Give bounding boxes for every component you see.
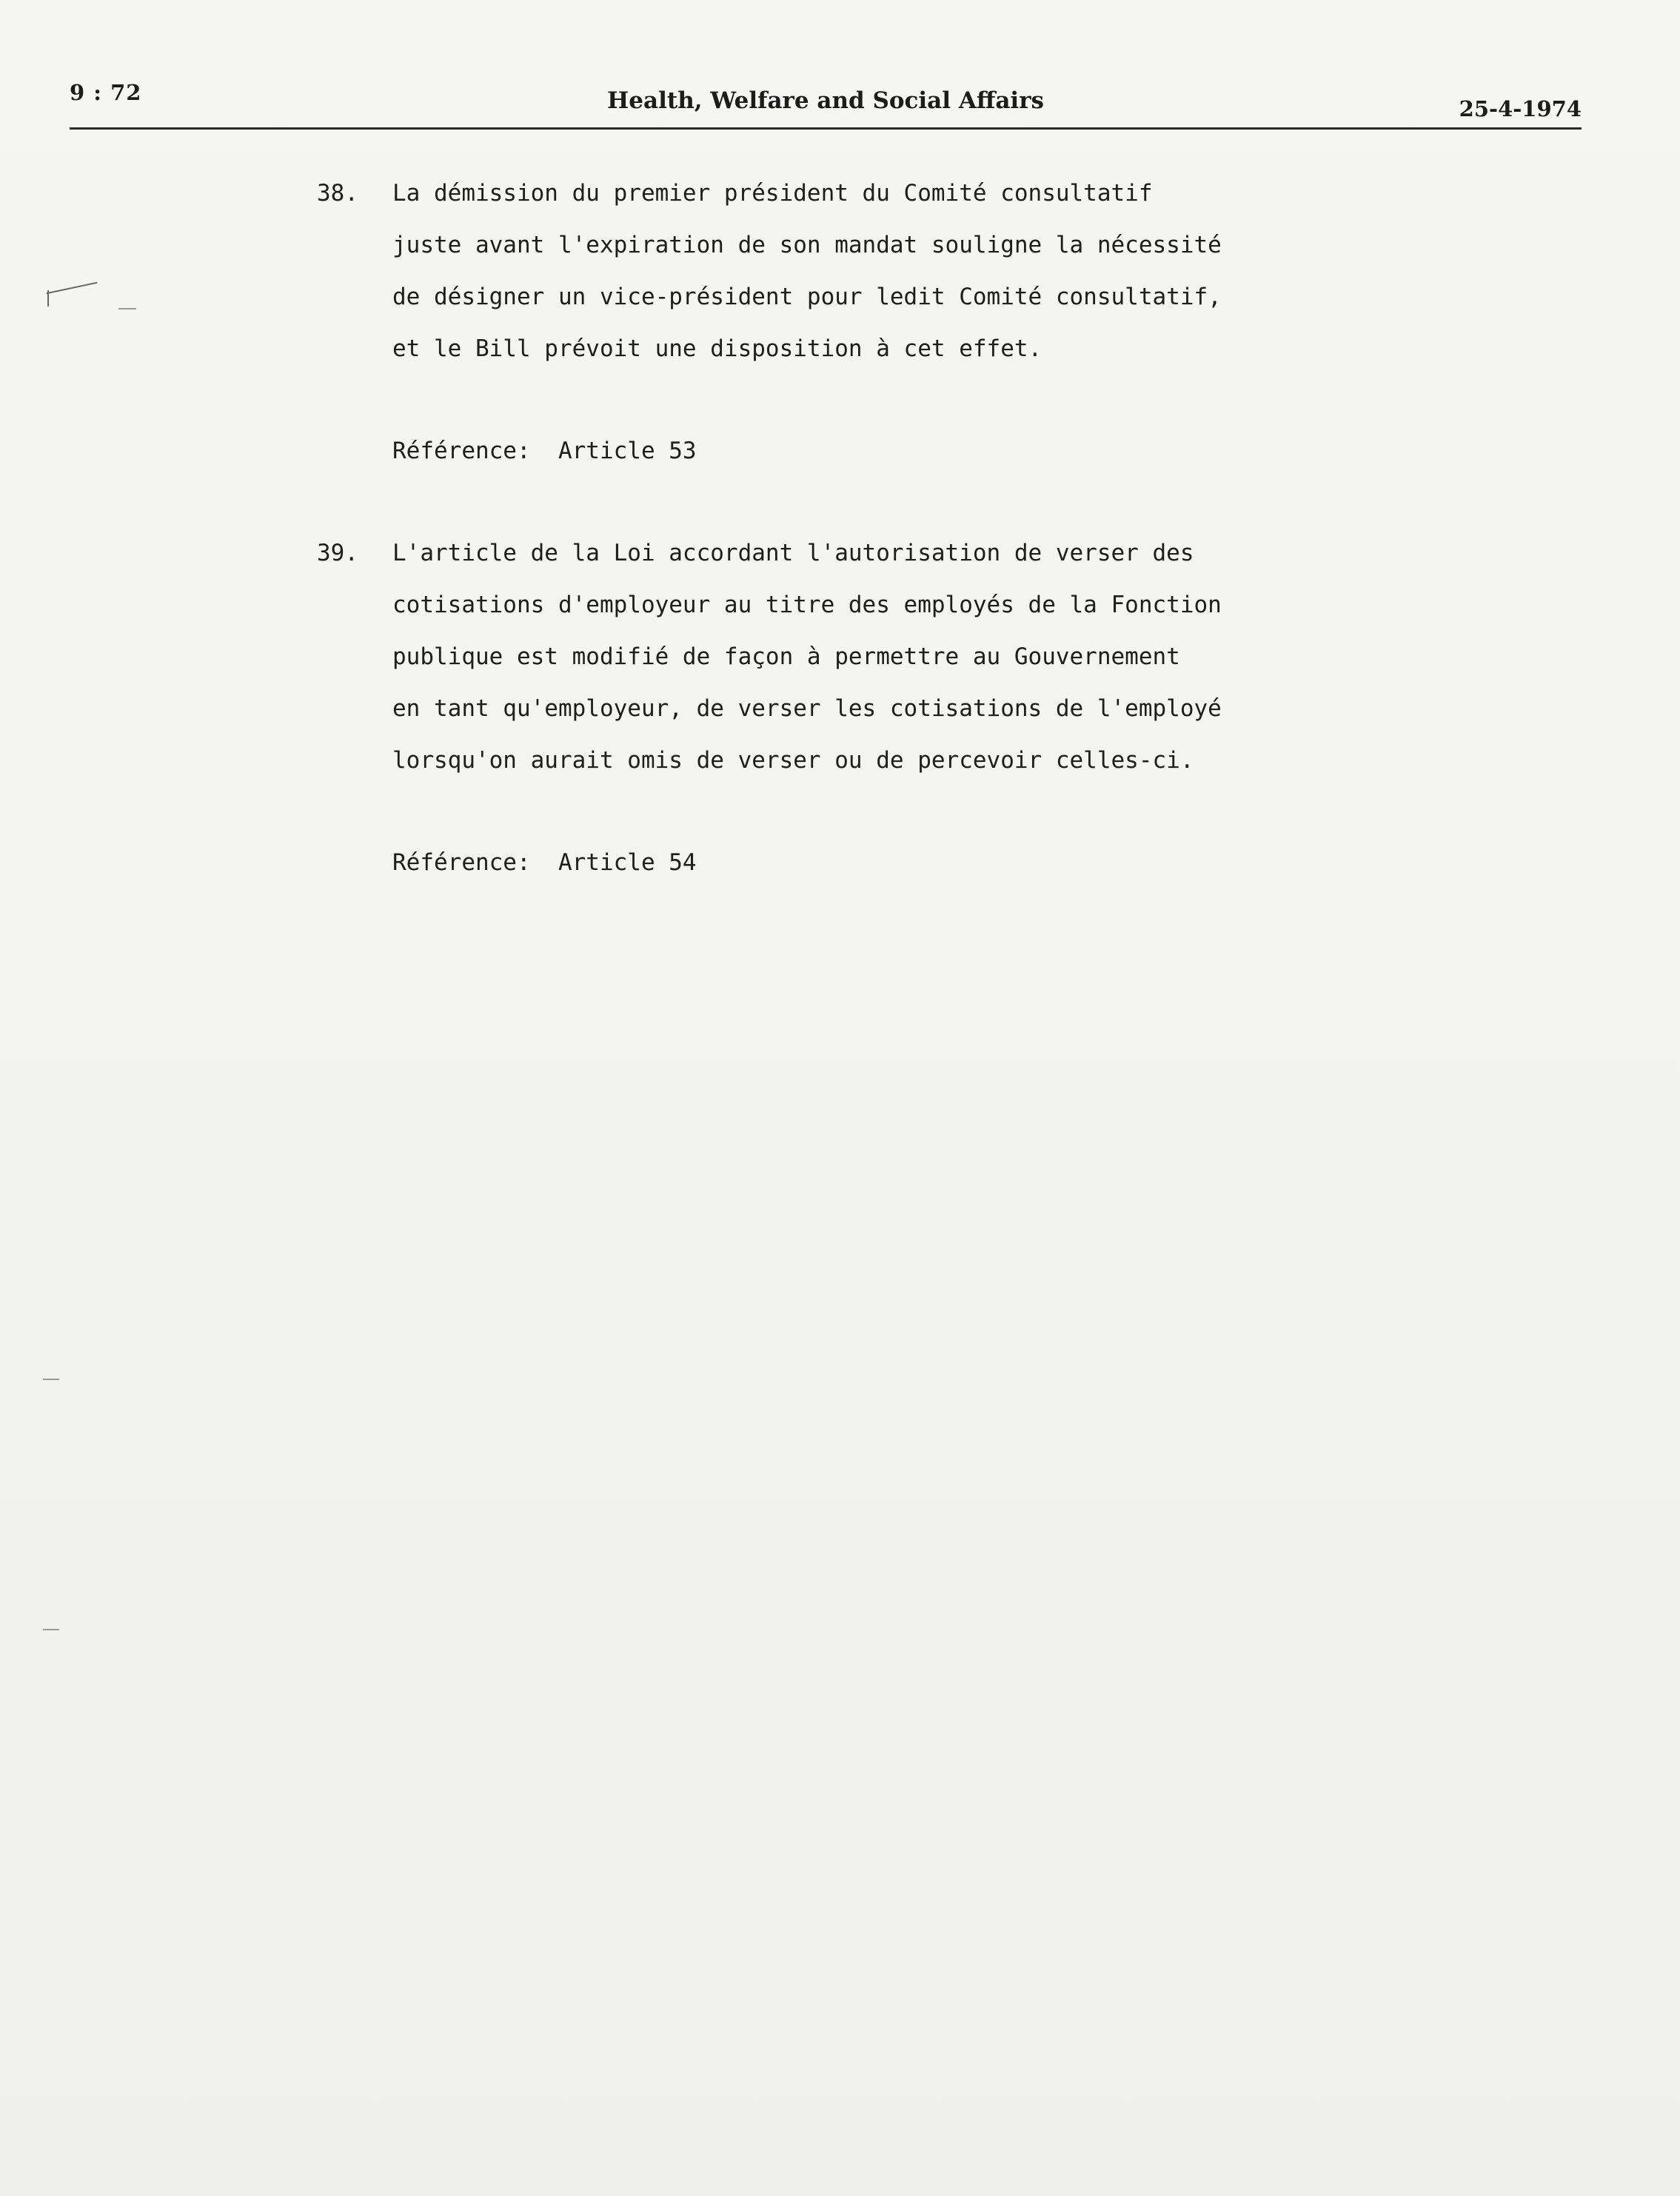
scan-mark — [118, 308, 136, 309]
paragraph-38 — [317, 167, 1353, 375]
text-line: publique est modifié de façon à permettre au Gouvernement — [392, 643, 1180, 670]
header-rule — [70, 127, 1582, 130]
text-line: L'article de la Loi accordant l'autorisation de verser des — [392, 540, 1194, 566]
scan-mark — [47, 290, 49, 307]
text-line: juste avant l'expiration de son mandat souligne la nécessité — [392, 232, 1222, 258]
scan-mark — [47, 282, 98, 295]
body-text — [317, 167, 1353, 888]
paragraph-number: 39. — [317, 540, 358, 566]
scan-mark — [43, 1629, 59, 1630]
show-through-texture — [281, 770, 1614, 2066]
text-line: et le Bill prévoit une disposition à cet effet. — [392, 335, 1043, 362]
reference-line: Référence: Article 53 — [392, 438, 697, 464]
text-line: lorsqu'on aurait omis de verser ou de percevoir celles-ci. — [392, 747, 1194, 774]
text-line: La démission du premier président du Comité consultatif — [392, 180, 1153, 207]
header-date: 25-4-1974 — [1459, 96, 1582, 121]
paragraph-39 — [317, 527, 1353, 786]
text-line: en tant qu'employeur, de verser les cotisations de l'employé — [392, 695, 1222, 722]
text-line: de désigner un vice-président pour ledit Comité consultatif, — [392, 284, 1222, 310]
paragraph-number: 38. — [317, 180, 358, 207]
header-title: Health, Welfare and Social Affairs — [607, 87, 1044, 114]
page-number: 9 : 72 — [70, 80, 142, 105]
page-header — [70, 80, 1582, 132]
reference-line: Référence: Article 54 — [392, 849, 697, 876]
text-line: cotisations d'employeur au titre des employés de la Fonction — [392, 592, 1222, 618]
scan-mark — [43, 1379, 59, 1380]
